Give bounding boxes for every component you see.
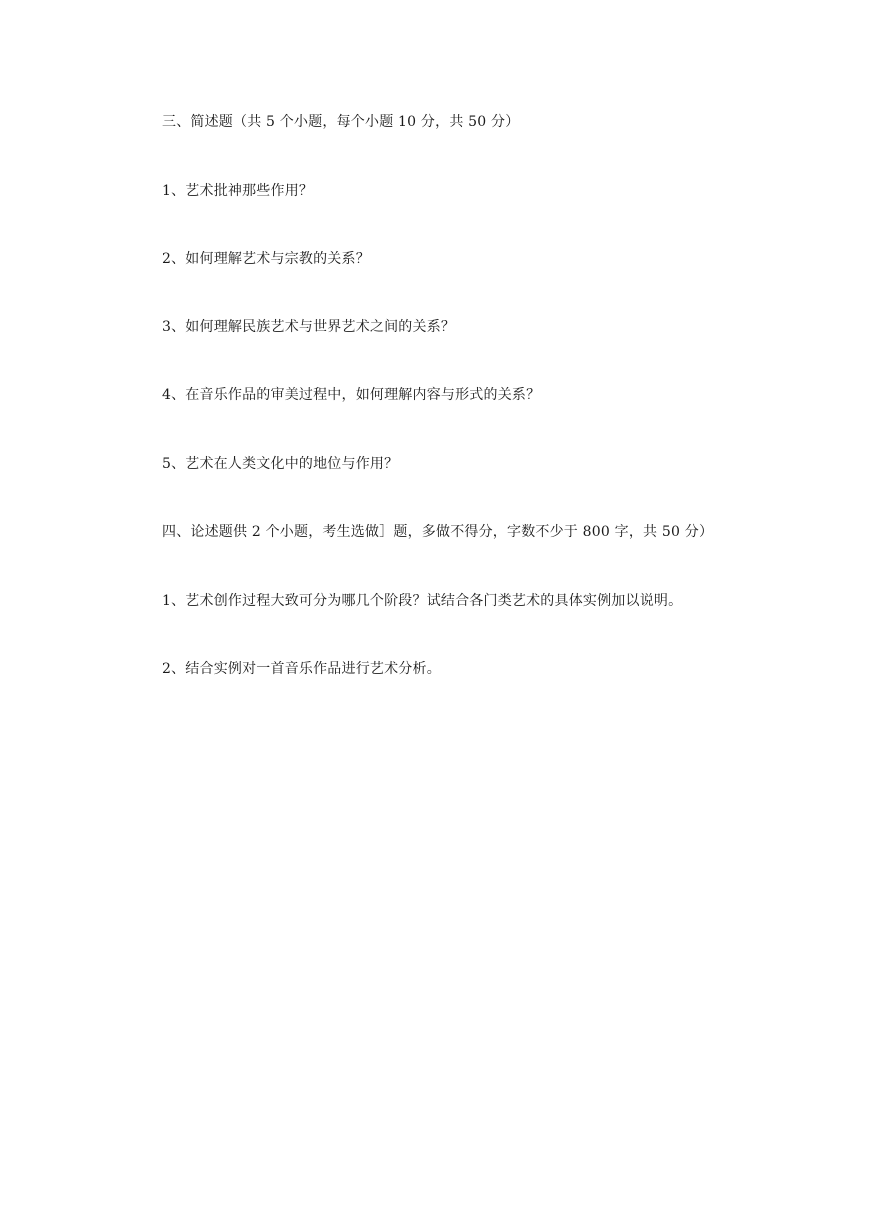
section-3-heading: 三、简述题（共 5 个小题，每个小题 10 分，共 50 分）	[162, 114, 520, 130]
section-4-heading: 四、论述题供 2 个小题，考生选做］题，多做不得分，字数不少于 800 字，共 50 分）	[162, 524, 714, 540]
section-3-question-5: 5、艺术在人类文化中的地位与作用？	[162, 456, 399, 472]
section-4-question-1: 1、艺术创作过程大致可分为哪几个阶段？试结合各门类艺术的具体实例加以说明。	[162, 593, 683, 609]
section-3-question-3: 3、如何理解民族艺术与世界艺术之间的关系？	[162, 319, 456, 335]
section-3-question-2: 2、如何理解艺术与宗教的关系？	[162, 251, 370, 267]
section-3-question-4: 4、在音乐作品的审美过程中，如何理解内容与形式的关系？	[162, 387, 541, 403]
section-3-question-1: 1、艺术批神那些作用？	[162, 183, 314, 199]
section-4-question-2: 2、结合实例对一首音乐作品进行艺术分析。	[162, 661, 441, 677]
